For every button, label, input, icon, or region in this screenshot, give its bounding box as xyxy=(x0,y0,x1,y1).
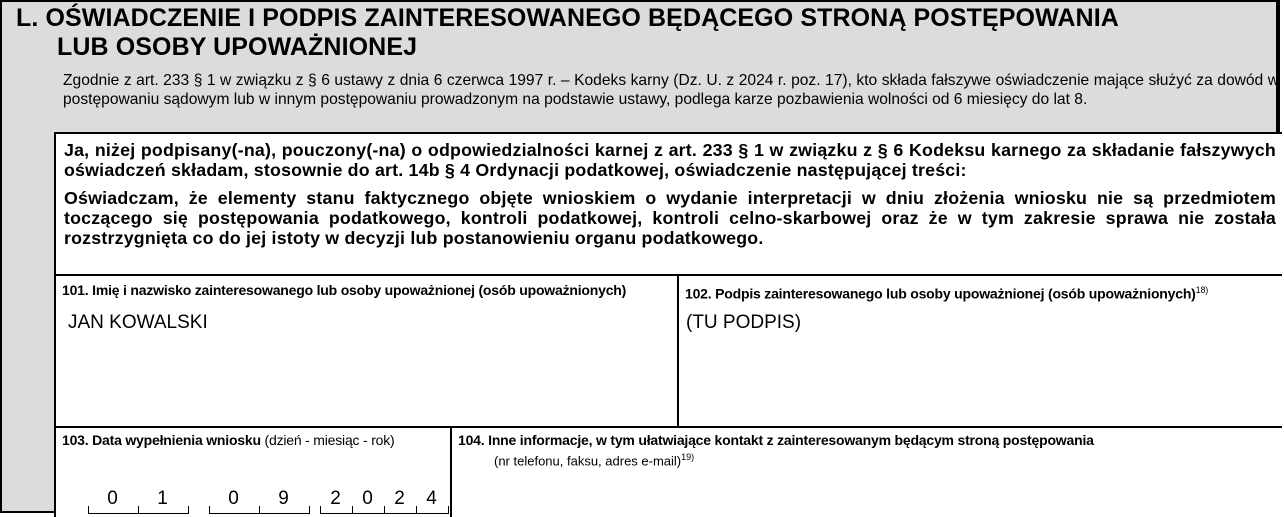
date-tick xyxy=(309,506,310,514)
date-digit[interactable]: 0 xyxy=(362,488,374,509)
field-103-label xyxy=(62,432,395,448)
section-title-line1: L. OŚWIADCZENIE I PODPIS ZAINTERESOWANEGO BĘDĄCEGO STRONĄ POSTĘPOWANIA xyxy=(16,4,1119,32)
date-tick xyxy=(259,506,260,514)
field-103-label-text: 103. Data wypełnienia wniosku xyxy=(62,432,261,448)
date-tick xyxy=(188,506,189,514)
field-102-label xyxy=(685,282,1208,302)
field-104-label: 104. Inne informacje, w tym ułatwiające kontakt z zainteresowanym będącym stroną postępowania xyxy=(458,432,1094,448)
declaration-text xyxy=(64,140,1276,248)
field-101-value[interactable]: JAN KOWALSKI xyxy=(68,312,208,333)
date-digit[interactable]: 9 xyxy=(278,488,290,509)
field-104-sublabel-text: (nr telefonu, faksu, adres e-mail) xyxy=(494,453,682,469)
field-101-label: 101. Imię i nazwisko zainteresowanego lub osoby upoważnionej (osób upoważnionych) xyxy=(62,282,627,298)
date-tick xyxy=(138,506,139,514)
date-digit[interactable]: 2 xyxy=(394,488,406,509)
declaration-statement: Oświadczam, że elementy stanu faktycznego objęte wnioskiem o wydanie interpretacji w dniu złożenia wniosku nie są przedmiotem toczącego się postępowania podatkowego, kontroli podatkowej, kontroli celno-skarbowej oraz że w tym zakresie sprawa nie została rozstrzygnięta co do jej istoty w decyzji lub postanowieniu organu podatkowego. xyxy=(64,188,1276,248)
field-101[interactable] xyxy=(56,276,677,426)
field-102[interactable] xyxy=(679,276,1282,426)
date-tick xyxy=(209,506,210,514)
field-103-hint: (dzień - miesiąc - rok) xyxy=(264,432,395,448)
date-tick xyxy=(88,506,89,514)
date-digit[interactable]: 0 xyxy=(107,488,119,509)
section-title xyxy=(16,4,1276,62)
date-digit[interactable]: 1 xyxy=(157,488,169,509)
date-digit[interactable]: 0 xyxy=(228,488,240,509)
declaration-intro: Ja, niżej podpisany(-na), pouczony(-na) o odpowiedzialności karnej z art. 233 § 1 w związku z § 6 Kodeksu karnego za składanie fałszywych oświadczeń składam, stosownie do art. 14b § 4 Ordynacji podatkowej, oświadczenie następującej treści: xyxy=(64,140,1276,180)
date-digit[interactable]: 2 xyxy=(330,488,342,509)
section-title-line2: LUB OSOBY UPOWAŻNIONEJ xyxy=(57,33,418,61)
field-102-footnote: 18) xyxy=(1195,285,1209,295)
field-104[interactable] xyxy=(452,428,1282,517)
legal-notice: Zgodnie z art. 233 § 1 w związku z § 6 ustawy z dnia 6 czerwca 1997 r. – Kodeks karny (Dz. U. z 2024 r. poz. 17), kto składa fałszywe oświadczenie mające służyć za dowód w postępowaniu sądowym lub w innym postępowaniu prowadzonym na podstawie ustawy, podlega karze pozbawienia wolności od 6 miesięcy do lat 8. xyxy=(63,72,1279,108)
signature-placeholder[interactable]: (TU PODPIS) xyxy=(686,312,802,333)
field-104-sublabel xyxy=(494,450,694,468)
declaration-box xyxy=(54,132,1282,517)
date-digit[interactable]: 4 xyxy=(426,488,438,509)
field-102-label-text: 102. Podpis zainteresowanego lub osoby upoważnionej (osób upoważnionych) xyxy=(685,285,1196,302)
field-104-footnote: 19) xyxy=(681,452,695,462)
